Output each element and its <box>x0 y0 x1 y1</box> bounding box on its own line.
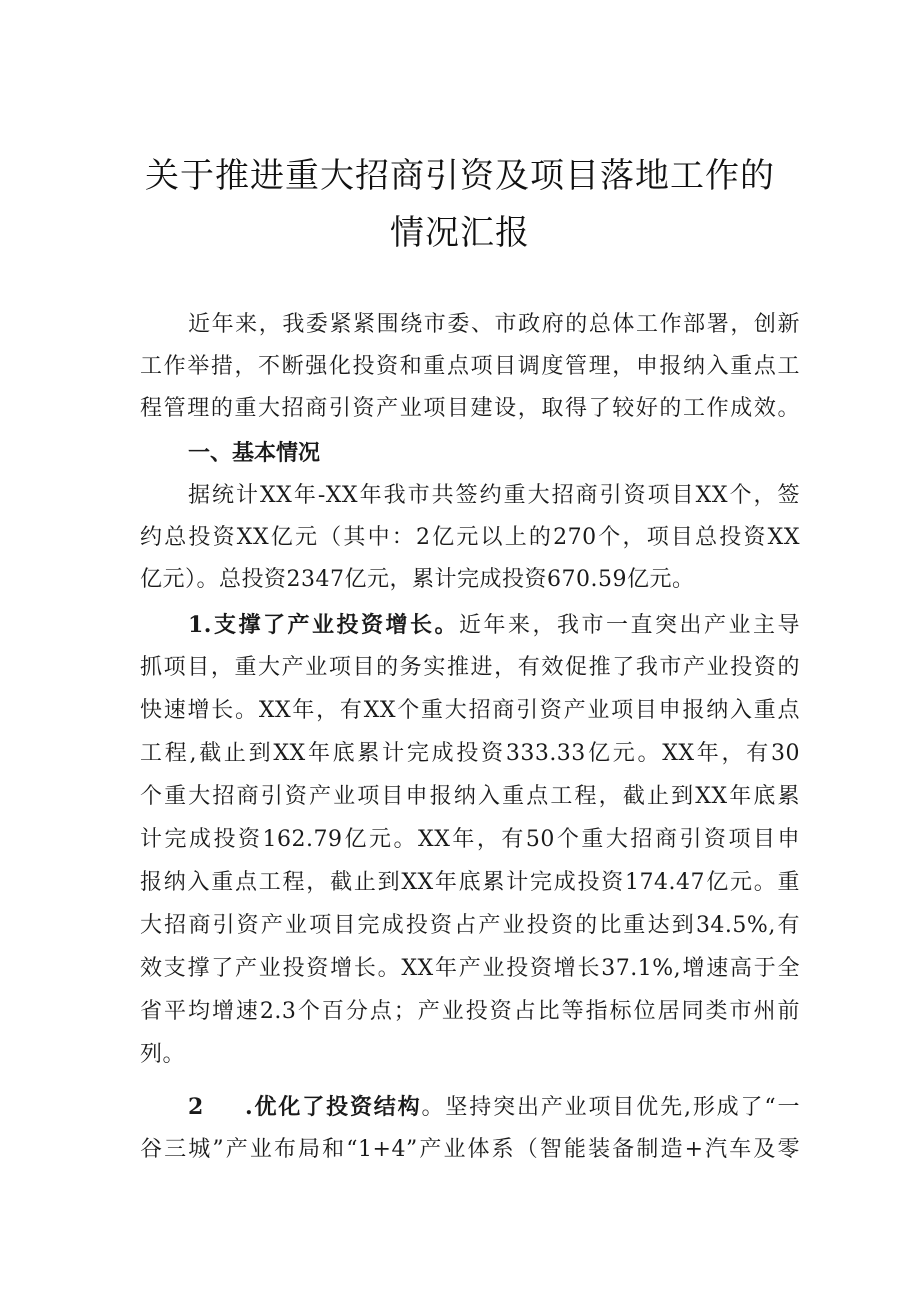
item2-first-line <box>245 1092 800 1123</box>
item1-line: 计完成投资162.79亿元。XX年，有50个重大招商引资项目申 <box>140 827 800 852</box>
item2-first-rest: 。坚持突出产业项目优先,形成了“一 <box>421 1095 800 1120</box>
item1-line: 抓项目，重大产业项目的务实推进，有效促推了我市产业投资的 <box>140 655 800 680</box>
item1-line: 快速增长。XX年，有XX个重大招商引资产业项目申报纳入重点 <box>140 698 800 723</box>
document-title-line-2: 情况汇报 <box>390 213 530 253</box>
item1-first-rest: 近年来，我市一直突出产业主导 <box>458 613 800 638</box>
item1-line: 省平均增速2.3个百分点；产业投资占比等指标位居同类市州前 <box>140 999 800 1024</box>
section-para-line: 据统计XX年-XX年我市共签约重大招商引资项目XX个，签 <box>188 483 800 508</box>
item2-line: 谷三城”产业布局和“1+4”产业体系（智能装备制造+汽车及零 <box>140 1137 800 1162</box>
item1-line: 个重大招商引资产业项目申报纳入重点工程，截止到XX年底累 <box>140 784 800 809</box>
item1-line: 工程,截止到XX年底累计完成投资333.33亿元。XX年，有30 <box>140 741 800 766</box>
document-title-line-1: 关于推进重大招商引资及项目落地工作的 <box>145 156 775 196</box>
intro-line: 程管理的重大招商引资产业项目建设，取得了较好的工作成效。 <box>140 396 800 421</box>
section-para-line: 约总投资XX亿元（其中：2亿元以上的270个，项目总投资XX <box>140 525 800 550</box>
intro-line: 近年来，我委紧紧围绕市委、市政府的总体工作部署，创新 <box>188 312 800 337</box>
item1-line: 报纳入重点工程，截止到XX年底累计完成投资174.47亿元。重 <box>140 870 800 895</box>
intro-line: 工作举措，不断强化投资和重点项目调度管理，申报纳入重点工 <box>140 354 800 379</box>
item2-number: 2 <box>188 1094 204 1120</box>
section-para-line: 亿元）。总投资2347亿元，累计完成投资670.59亿元。 <box>140 567 695 592</box>
item1-line: 大招商引资产业项目完成投资占产业投资的比重达到34.5%,有 <box>140 913 800 938</box>
item1-first-line <box>188 610 800 641</box>
item2-lead: .优化了投资结构 <box>245 1094 422 1120</box>
item1-lead: 1.支撑了产业投资增长。 <box>188 612 459 638</box>
section-heading: 一、基本情况 <box>188 440 321 466</box>
item1-line: 效支撑了产业投资增长。XX年产业投资增长37.1%,增速高于全 <box>140 956 800 981</box>
item1-line: 列。 <box>140 1042 186 1067</box>
